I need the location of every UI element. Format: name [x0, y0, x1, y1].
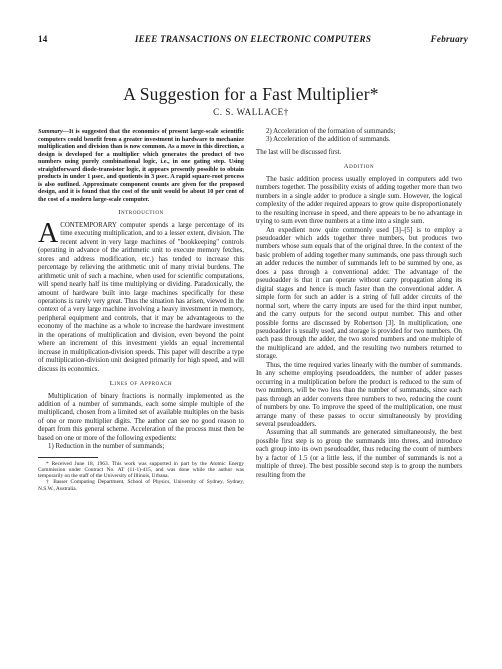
left-column — [38, 128, 244, 492]
section-heading-addition: Addition — [343, 163, 375, 171]
paper-author: C. S. WALLACE† — [213, 107, 289, 117]
expedient-list — [38, 443, 244, 451]
after-list-text: The last will be discussed first. — [256, 148, 342, 156]
section-heading-introduction: Introduction — [118, 209, 164, 217]
addition-paragraph-2: An expedient now quite commonly used [3]–[5] is to employ a pseudoadder which adds together three numbers, but produces two numbers whose sum equals that of the original three. In the context of the basic problem of adding together many summands, one pass through such an adder reduces the number of summands left to be summed by one, as does a pass through a conventional adder. The advantage of the pseudoadder is that it can operate without carry propagation along its digital stages and hence is much faster than the conventional adder. A simple form for such an adder is a string of full adder circuits of the normal sort, where the carry inputs are used for the third input number, and the carry outputs for the second output number. This and other possible forms are discussed by Robertson [3]. In multiplication, one pseudoadder is usually used, and storage is provided for two numbers. On each pass through the adder, the two stored numbers and one multiple of the multiplicand are added, and the resulting two numbers returned to storage. — [256, 226, 462, 361]
list-item: 3) Acceleration of the addition of summands. — [266, 136, 391, 144]
drop-cap: A — [38, 217, 59, 249]
addition-paragraph-4: Assuming that all summands are generated simultaneously, the best possible first step is to group the summands into threes, and introduce each group into its own pseudoadder, thus reducing the count of numbers by a factor of 1.5 (or a little less, if the number of summands is not a multiple of three). The best possible second step is to group the numbers resulting from the — [256, 429, 462, 479]
paper-title: A Suggestion for a Fast Multiplier* — [123, 84, 379, 104]
issue-month: February — [430, 34, 468, 44]
intro-paragraph — [38, 217, 244, 374]
journal-name: IEEE TRANSACTIONS ON ELECTRONIC COMPUTERS — [134, 34, 372, 44]
addition-paragraph-3: Thus, the time required varies linearly with the number of summands. In any scheme employing pseudoadders, the number of adder passes occurring in a multiplication before the product is reduced to the sum of two numbers, will be two less than the number of summands, since each pass through an adder converts three numbers to two, reducing the count of numbers by one. To improve the speed of the multiplication, one must arrange many of these passes to occur simultaneously by providing several pseudoadders. — [256, 361, 462, 428]
list-item: 2) Acceleration of the formation of summands; — [266, 128, 396, 135]
expedient-list-continued — [256, 128, 462, 145]
list-item: 1) Reduction in the number of summands; — [48, 443, 165, 451]
running-header — [38, 34, 468, 46]
addition-paragraph-1: The basic addition process usually employed in computers add two numbers together. The possibility exists of adding together more than two numbers in a single adder to produce a single sum. However, the logical complexity of the adder required appears to grow quite disproportionately to the resulting increase in speed, and there appears to be no advantage in trying to sum even three numbers at a time into a single sum. — [256, 175, 462, 226]
approach-paragraph: Multiplication of binary fractions is normally implemented as the addition of a number of summands, each some simple multiple of the multiplicand, chosen from a limited set of available multiples on the basis of one or more multiplier digits. The author can see no good reason to depart from this general scheme. Acceleration of the process must then be based on one or more of the following expedients: — [38, 392, 244, 442]
footnote-rule — [38, 457, 98, 458]
page-number: 14 — [38, 34, 48, 44]
footnote-received: * Received June 18, 1963. This work was supported in part by the Atomic Energy Commission under Contract No. AT (11-1)-415, and was done while the author was temporarily on the staff of the University of Illinois, Urbana. — [38, 460, 244, 480]
footnote-affiliation: † Basser Computing Department, School of Physics, University of Sydney, Sydney, N.S.W., Australia. — [38, 479, 244, 492]
right-column — [256, 128, 462, 480]
abstract — [38, 128, 244, 203]
abstract-label: Summary— — [38, 128, 69, 135]
abstract-text: It is suggested that the economics of present large-scale scientific computers could benefit from a greater investment in hardware to mechanize multiplication and division than is now common. As a move in this direction, a design is developed for a multiplier which generates the product of two numbers using purely combinational logic, i.e., in one gating step. Using straightforward diode-transistor logic, it appears presently possible to obtain products in under 1 μsec, and quotients in 3 μsec. A rapid square-root process is also outlined. Approximate component counts are given for the proposed design, and it is found that the cost of the unit would be about 10 per cent of the cost of a modern large-scale computer. — [38, 128, 244, 203]
section-heading-approach: Lines of Approach — [109, 380, 173, 388]
intro-paragraph-text: CONTEMPORARY computer spends a large percentage of its time executing multiplication, and to a lesser extent, division. The recent advent in very large machines of "bookkeeping" controls (operating in advance of the arithmetic unit to execute memory fetches, stores and address modification, etc.) has tended to increase this percentage by relieving the arithmetic unit of many trivial burdens. The arithmetic unit of such a machine, when used for scientific computations, will spend nearly half its time multiplying or dividing. Paradoxically, the amount of hardware built into large machines specifically for these operations is rarely very great. Thus the situation has arisen, viewed in the context of a very large machine involving a heavy investment in memory, peripheral equipment and controls, that it may be advantageous to the economy of the machine as a whole to increase the hardware investment in the operations of multiplication and division, even beyond the point where an increment of this investment yields an equal incremental increase in multiplication-division speeds. This paper will describe a type of multiplication-division unit designed primarily for high speed, and will discuss its economics. — [38, 221, 244, 373]
